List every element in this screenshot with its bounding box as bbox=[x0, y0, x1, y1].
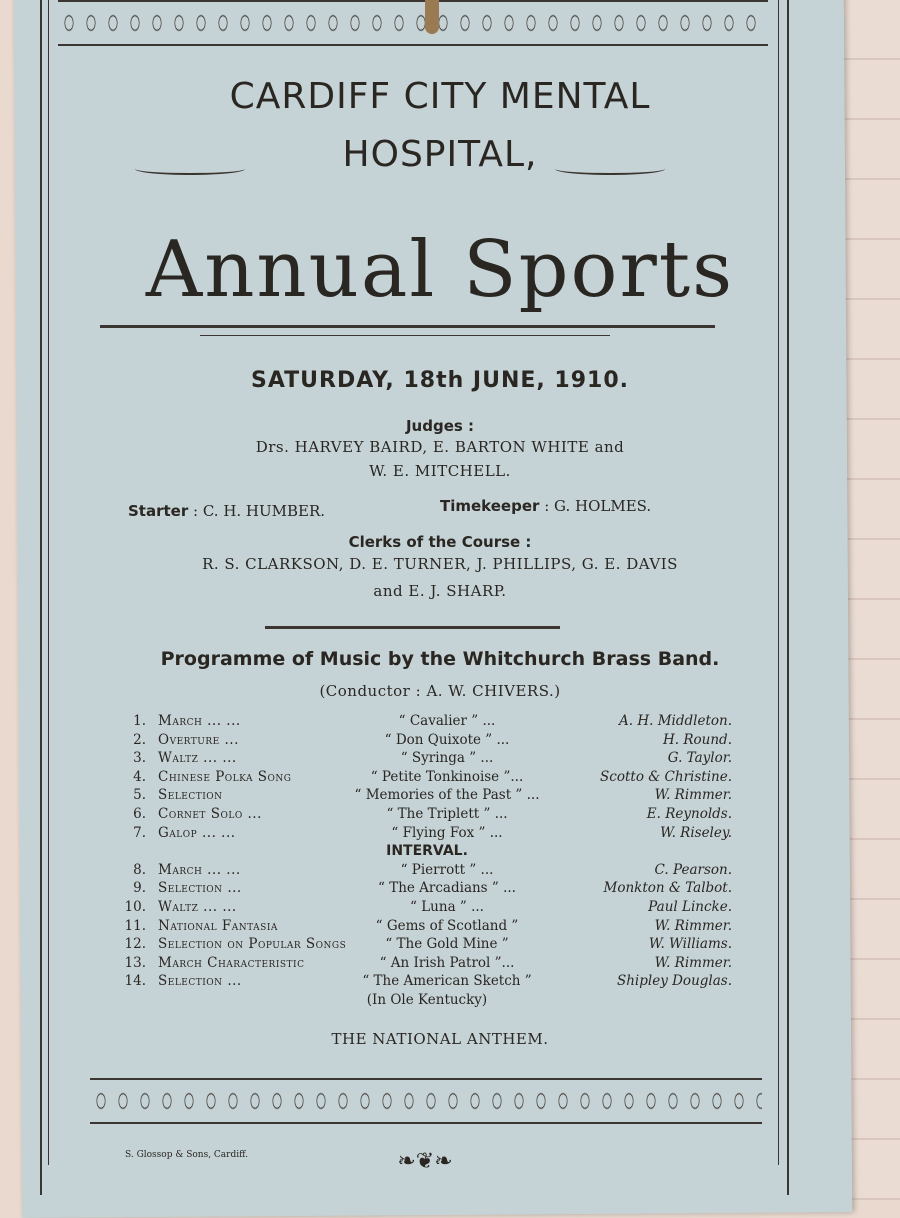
music-item-type: Waltz ... ... bbox=[158, 750, 237, 767]
title-rule-thick bbox=[100, 325, 715, 328]
music-item bbox=[122, 935, 732, 954]
music-item bbox=[122, 972, 732, 991]
music-item-composer: W. Rimmer. bbox=[654, 787, 732, 804]
music-item-composer: E. Reynolds. bbox=[646, 805, 732, 822]
music-item-num: 12. bbox=[124, 936, 146, 953]
music-item-type: Galop ... ... bbox=[158, 824, 236, 841]
clerks-line1: R. S. CLARKSON, D. E. TURNER, J. PHILLIPS, G. E. DAVIS bbox=[202, 555, 678, 573]
timekeeper-value: : G. HOLMES. bbox=[544, 497, 652, 515]
music-item bbox=[122, 731, 732, 750]
programme-title: Programme of Music by the Whitchurch Brass Band. bbox=[160, 648, 720, 670]
music-item bbox=[122, 861, 732, 880]
music-item-type: March ... ... bbox=[158, 861, 241, 878]
music-item bbox=[122, 824, 732, 843]
clerks-label: Clerks of the Course : bbox=[348, 533, 532, 551]
clerks-line2: and E. J. SHARP. bbox=[373, 582, 507, 600]
music-item bbox=[122, 768, 732, 787]
heading-line2: HOSPITAL, bbox=[342, 134, 538, 175]
heading-line1: CARDIFF CITY MENTAL bbox=[229, 76, 651, 117]
music-item bbox=[122, 917, 732, 936]
conductor-line: (Conductor : A. W. CHIVERS.) bbox=[319, 682, 561, 700]
music-item bbox=[122, 898, 732, 917]
judges-line1: Drs. HARVEY BAIRD, E. BARTON WHITE and bbox=[255, 438, 625, 456]
music-item bbox=[122, 805, 732, 824]
music-item-type: Waltz ... ... bbox=[158, 898, 237, 915]
music-item-title: “ Flying Fox ” ... bbox=[391, 824, 503, 841]
music-item-num: 6. bbox=[133, 805, 146, 822]
music-item-composer: Shipley Douglas. bbox=[616, 973, 732, 990]
printer-credit: S. Glossop & Sons, Cardiff. bbox=[125, 1150, 249, 1160]
right-flourish-line bbox=[555, 163, 665, 175]
music-item-composer: Paul Lincke. bbox=[648, 898, 732, 915]
music-item-title: “ Luna ” ... bbox=[410, 898, 484, 915]
starter-label: Starter bbox=[128, 502, 189, 520]
music-item-num: 2. bbox=[133, 731, 146, 748]
music-item bbox=[122, 786, 732, 805]
music-item-title: “ Don Quixote ” ... bbox=[384, 731, 510, 748]
music-list bbox=[122, 712, 732, 1010]
music-item-title: “ The Arcadians ” ... bbox=[378, 880, 516, 897]
music-item-num: 1. bbox=[133, 713, 146, 729]
music-item-type: National Fantasia bbox=[158, 917, 278, 934]
music-item-composer: Scotto & Christine. bbox=[600, 768, 732, 785]
music-item-num: 13. bbox=[124, 954, 146, 971]
music-item-title: “ Memories of the Past ” ... bbox=[354, 787, 540, 804]
music-item-title: “ Petite Tonkinoise ”... bbox=[370, 768, 524, 785]
music-list-part2 bbox=[122, 861, 732, 991]
music-item bbox=[122, 712, 732, 731]
starter-value: : C. H. HUMBER. bbox=[193, 502, 326, 520]
music-item bbox=[122, 954, 732, 973]
music-item-type: Selection ... bbox=[158, 880, 242, 897]
music-item-num: 9. bbox=[133, 880, 146, 897]
music-item-composer: G. Taylor. bbox=[667, 750, 732, 767]
starter bbox=[128, 502, 325, 520]
judges-line2: W. E. MITCHELL. bbox=[369, 462, 511, 480]
music-item-composer: Monkton & Talbot. bbox=[603, 880, 732, 897]
music-item-title: “ Gems of Scotland ” bbox=[375, 917, 519, 934]
music-item-num: 11. bbox=[124, 917, 146, 934]
music-item-title: “ An Irish Patrol ”... bbox=[379, 954, 515, 971]
event-title: Annual Sports bbox=[145, 225, 735, 315]
judges-label: Judges : bbox=[405, 417, 475, 435]
interval-label: INTERVAL. bbox=[386, 843, 468, 860]
music-item-num: 4. bbox=[133, 768, 146, 785]
music-item-title: “ Pierrott ” ... bbox=[400, 861, 494, 878]
music-item-num: 10. bbox=[124, 898, 146, 915]
music-item-composer: W. Rimmer. bbox=[654, 917, 732, 934]
music-item-composer: W. Riseley. bbox=[660, 824, 732, 841]
music-item-title: “ The Gold Mine ” bbox=[385, 936, 509, 953]
music-item-num: 8. bbox=[133, 861, 146, 878]
music-item-composer: C. Pearson. bbox=[654, 861, 732, 878]
music-item-type: Chinese Polka Song bbox=[158, 768, 292, 785]
music-list-part1 bbox=[122, 712, 732, 842]
timekeeper bbox=[440, 497, 651, 515]
section-rule bbox=[265, 626, 560, 629]
music-item-type: Selection ... bbox=[158, 973, 242, 990]
music-item-type: Selection on Popular Songs bbox=[158, 936, 347, 953]
music-item-composer: H. Round. bbox=[663, 731, 732, 748]
music-item-type: Cornet Solo ... bbox=[158, 805, 262, 822]
event-date: SATURDAY, 18th JUNE, 1910. bbox=[250, 368, 629, 393]
music-item-type: March Characteristic bbox=[158, 954, 305, 971]
music-item-type: Overture ... bbox=[158, 731, 239, 748]
music-item-composer: A. H. Middleton. bbox=[619, 713, 732, 729]
music-item-type: Selection bbox=[158, 787, 223, 804]
music-item-num: 7. bbox=[133, 824, 146, 841]
left-flourish-line bbox=[135, 163, 245, 175]
timekeeper-label: Timekeeper bbox=[440, 497, 540, 515]
music-item-num: 5. bbox=[133, 787, 146, 804]
music-item bbox=[122, 879, 732, 898]
title-rule-thin bbox=[200, 335, 610, 336]
music-item-composer: W. Rimmer. bbox=[654, 954, 732, 971]
music-item-title: “ Syringa ” ... bbox=[400, 750, 494, 767]
music-item-title: “ The Triplett ” ... bbox=[386, 805, 508, 822]
music-item-num: 3. bbox=[133, 750, 146, 767]
music-item-num: 14. bbox=[124, 973, 146, 990]
national-anthem: THE NATIONAL ANTHEM. bbox=[331, 1030, 549, 1048]
footer-flourish-icon: ❧❦❧ bbox=[397, 1149, 453, 1174]
music-item-type: March ... ... bbox=[158, 713, 241, 729]
music-item-title: “ The American Sketch ” bbox=[362, 973, 532, 990]
music-item-composer: W. Williams. bbox=[648, 936, 732, 953]
music-item bbox=[122, 749, 732, 768]
music-item-title: “ Cavalier ” ... bbox=[398, 713, 496, 729]
item14-subtitle: (In Ole Kentucky) bbox=[366, 991, 488, 1008]
